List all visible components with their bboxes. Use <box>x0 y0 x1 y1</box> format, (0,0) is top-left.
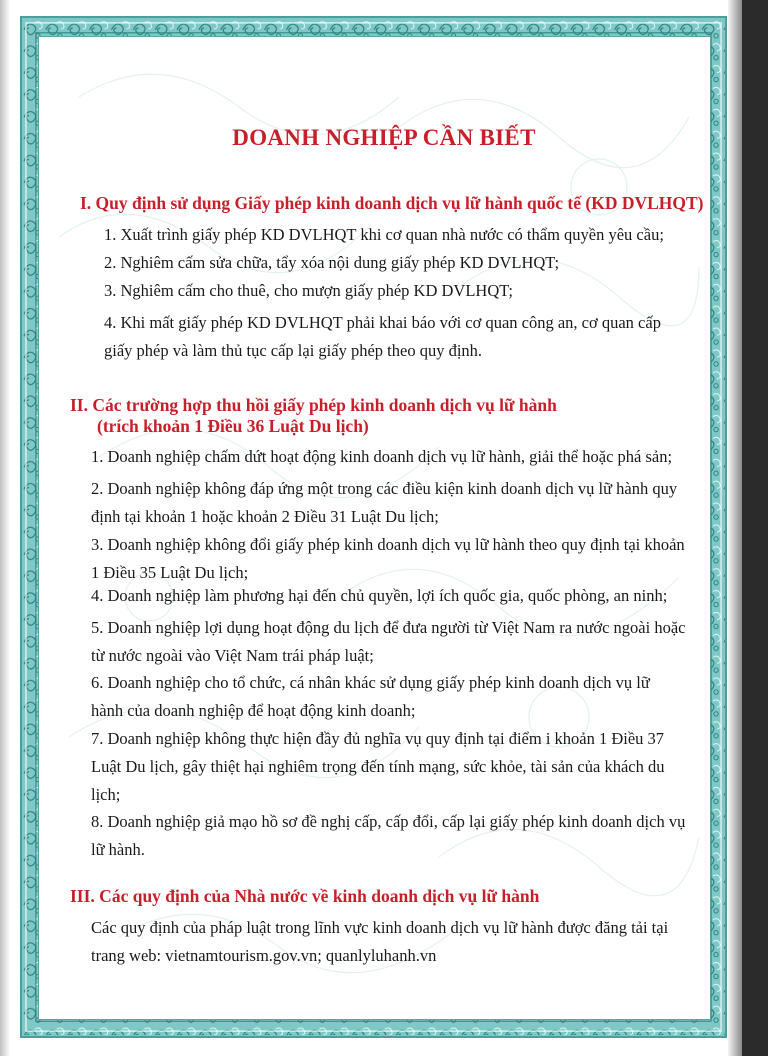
section-2-item-4: 4. Doanh nghiệp làm phương hại đến chủ quyền, lợi ích quốc gia, quốc phòng, an ninh; <box>91 586 668 605</box>
section-2-item-1: 1. Doanh nghiệp chấm dứt hoạt động kinh doanh dịch vụ lữ hành, giải thể hoặc phá sản; <box>91 447 673 466</box>
page-title: DOANH NGHIỆP CẦN BIẾT <box>232 125 536 150</box>
section-1-item-1: 1. Xuất trình giấy phép KD DVLHQT khi cơ quan nhà nước có thẩm quyền yêu cầu; <box>104 225 664 244</box>
section-2-subheading: (trích khoản 1 Điều 36 Luật Du lịch) <box>97 416 369 436</box>
section-2-item-8: 8. Doanh nghiệp giả mạo hồ sơ đề nghị cấp, cấp đổi, cấp lại giấy phép kinh doanh dịch vụ lữ hành. <box>91 812 686 859</box>
section-2-item-3: 3. Doanh nghiệp không đổi giấy phép kinh doanh dịch vụ lữ hành theo quy định tại khoản 1 Điều 35 Luật Du lịch; <box>91 535 685 582</box>
section-3-text: Các quy định của pháp luật trong lĩnh vực kinh doanh dịch vụ lữ hành được đăng tải tại trang web: vietnamtourism.gov.vn; quanlyluhanh.vn <box>91 918 669 965</box>
section-1-item-2: 2. Nghiêm cấm sửa chữa, tẩy xóa nội dung giấy phép KD DVLHQT; <box>104 253 560 272</box>
section-2-heading: II. Các trường hợp thu hồi giấy phép kinh doanh dịch vụ lữ hành <box>70 395 557 415</box>
section-2-item-7: 7. Doanh nghiệp không thực hiện đầy đủ nghĩa vụ quy định tại điểm i khoản 1 Điều 37 Luật Du lịch, gây thiệt hại nghiêm trọng đến tính mạng, sức khỏe, tài sản của khách du lịch; <box>91 729 665 804</box>
section-1-item-4: 4. Khi mất giấy phép KD DVLHQT phải khai báo với cơ quan công an, cơ quan cấp giấy phép và làm thủ tục cấp lại giấy phép theo quy định. <box>104 313 661 360</box>
section-1-item-3: 3. Nghiêm cấm cho thuê, cho mượn giấy phép KD DVLHQT; <box>104 281 514 300</box>
section-1-heading: I. Quy định sử dụng Giấy phép kinh doanh dịch vụ lữ hành quốc tế (KD DVLHQT) <box>80 193 704 213</box>
section-2-item-6: 6. Doanh nghiệp cho tổ chức, cá nhân khác sử dụng giấy phép kinh doanh dịch vụ lữ hành của doanh nghiệp để hoạt động kinh doanh; <box>91 673 650 720</box>
section-2-item-2: 2. Doanh nghiệp không đáp ứng một trong các điều kiện kinh doanh dịch vụ lữ hành quy định tại khoản 1 hoặc khoản 2 Điều 31 Luật Du lịch; <box>91 479 678 526</box>
section-3-heading: III. Các quy định của Nhà nước về kinh doanh dịch vụ lữ hành <box>70 886 540 906</box>
section-2-item-5: 5. Doanh nghiệp lợi dụng hoạt động du lịch để đưa người từ Việt Nam ra nước ngoài hoặc từ nước ngoài vào Việt Nam trái pháp luật; <box>91 618 686 665</box>
